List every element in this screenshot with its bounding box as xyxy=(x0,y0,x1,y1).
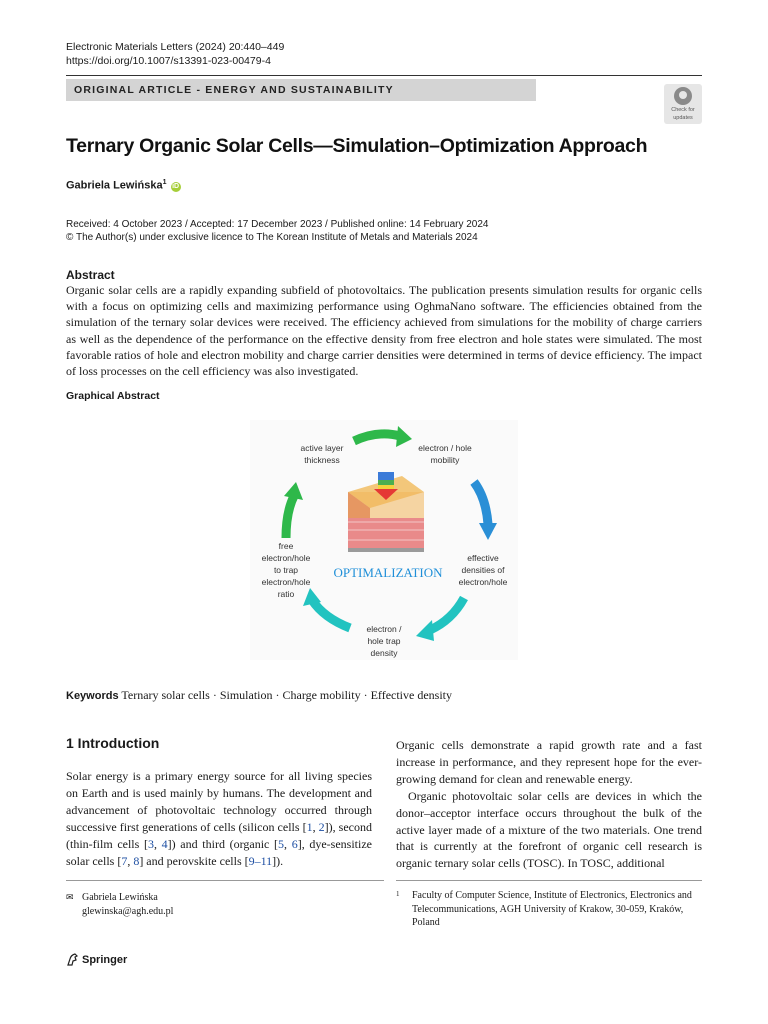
affiliation-note xyxy=(396,889,702,930)
journal-citation: Electronic Materials Letters (2024) 20:440–449 xyxy=(66,41,285,53)
graphical-abstract-heading: Graphical Abstract xyxy=(66,390,160,402)
dates-line: Received: 4 October 2023 / Accepted: 17 December 2023 / Published online: 14 February 2024 xyxy=(66,219,489,230)
article-title: Ternary Organic Solar Cells—Simulation–Optimization Approach xyxy=(66,135,648,157)
label-effective-1: effective xyxy=(467,553,499,563)
footnote-rule-right xyxy=(396,880,702,881)
citation-link[interactable]: 6 xyxy=(291,836,298,851)
label-trap-density-2: hole trap xyxy=(367,636,401,646)
author-affiliation-mark: 1 xyxy=(162,179,167,186)
crossmark-icon xyxy=(674,87,692,105)
citation-link[interactable]: 1 xyxy=(306,819,313,834)
section-heading-introduction: 1 Introduction xyxy=(66,735,160,751)
label-effective-2: densities of xyxy=(461,565,505,575)
affiliation-text: Faculty of Computer Science, Institute of Electronics, Electronics and Telecommunications, AGH University of Krakow, 30-059, Kraków, Poland xyxy=(412,890,692,928)
intro-left-column xyxy=(66,768,372,869)
citation-link[interactable]: 3 xyxy=(147,836,154,851)
citation-link[interactable]: 2 xyxy=(318,819,325,834)
orcid-icon[interactable]: iD xyxy=(172,182,180,190)
check-for-updates-badge[interactable] xyxy=(664,84,702,124)
author-name[interactable]: Gabriela Lewińska xyxy=(66,179,163,192)
light-beam-blue xyxy=(378,472,394,480)
envelope-icon: ✉ xyxy=(66,893,74,903)
label-ratio-3: to trap xyxy=(273,565,299,575)
author-line xyxy=(66,179,181,192)
intro-paragraph-3: Organic photovoltaic solar cells are devices in which the donor–acceptor interface occurs throughout the bulk of the active layer made of a mixture of the two materials. One trend that is currently at the forefront of organic cell research is organic ternary solar cells (TOSC). In TOSC, additional xyxy=(396,788,702,871)
keywords-label: Keywords xyxy=(66,690,119,702)
intro-paragraph-1: Solar energy is a primary energy source for all living species on Earth and is used mainly by humans. The development and advancement of photovoltaic technology occurred through successive first generations of cells (silicon cells [1, 2]), second (thin-film cells [3, 4]) and third (organic [5, 6], dye-sensitize solar cells [7, 8] and perovskite cells [9–11]). xyxy=(66,769,373,868)
device-substrate xyxy=(348,548,424,552)
citation-link[interactable]: 4 xyxy=(161,836,168,851)
intro-paragraph-2: Organic cells demonstrate a rapid growth rate and a fast increase in performance, and they represent hope for the ever-growing demand for clean and renewable energy. xyxy=(396,738,702,786)
citation-link[interactable]: 9–11 xyxy=(248,853,273,868)
footnote-rule-left xyxy=(66,880,384,881)
doi-link[interactable]: https://doi.org/10.1007/s13391-023-00479-4 xyxy=(66,55,271,67)
device-front-face xyxy=(348,518,424,550)
intro-right-column xyxy=(396,737,702,872)
graphical-abstract-figure xyxy=(250,420,518,660)
contact-email[interactable]: glewinska@agh.edu.pl xyxy=(82,906,174,917)
section-banner: ORIGINAL ARTICLE - ENERGY AND SUSTAINABILITY xyxy=(66,79,536,101)
citation-link[interactable]: 8 xyxy=(133,853,140,868)
label-trap-density-1: electron / xyxy=(366,624,402,634)
label-active-layer-2: thickness xyxy=(304,455,340,465)
badge-label-2: updates xyxy=(673,115,693,121)
light-beam-yellow xyxy=(378,485,394,489)
center-label: OPTIMALIZATION xyxy=(333,565,443,580)
label-ratio-1: free xyxy=(278,541,294,551)
keywords-line xyxy=(66,688,452,703)
badge-label-1: Check for xyxy=(671,107,695,113)
label-mobility-1: electron / hole xyxy=(418,443,472,453)
citation-link[interactable]: 7 xyxy=(121,853,128,868)
corresponding-author-note xyxy=(66,891,173,918)
label-active-layer-1: active layer xyxy=(300,443,344,453)
publication-dates xyxy=(66,218,489,244)
abstract-text: Organic solar cells are a rapidly expanding subfield of photovoltaics. The publication presents simulation results for organic cells with a focus on optimizing cells and maximizing performance using OghmaNano software. The efficiencies obtained from the simulation of the ternary solar devices were received. The efficiency achieved from simulations for the mobility of charge carriers as well as the dependence of the performance on the effective density from free electron and hole states were simulated. The most favorable ratios of hole and electron mobility and charge carrier densities were determined in terms of device efficiency. The impact of loss processes on the cell efficiency was also investigated. xyxy=(66,283,702,379)
publisher-logo xyxy=(66,953,127,966)
contact-name: Gabriela Lewińska xyxy=(82,892,158,903)
copyright-line: © The Author(s) under exclusive licence to The Korean Institute of Metals and Materials 2024 xyxy=(66,232,478,243)
label-ratio-4: electron/hole xyxy=(261,577,311,587)
label-ratio-2: electron/hole xyxy=(261,553,311,563)
affiliation-number: 1 xyxy=(396,890,400,898)
label-mobility-2: mobility xyxy=(430,455,460,465)
springer-horse-icon xyxy=(66,953,79,966)
light-beam-green xyxy=(378,480,394,485)
label-ratio-5: ratio xyxy=(277,589,295,599)
citation-link[interactable]: 5 xyxy=(278,836,285,851)
abstract-heading: Abstract xyxy=(66,268,115,282)
keywords-text: Ternary solar cells · Simulation · Charge mobility · Effective density xyxy=(121,688,453,702)
label-effective-3: electron/hole xyxy=(458,577,508,587)
publisher-name: Springer xyxy=(82,954,128,966)
header-rule xyxy=(66,75,702,76)
label-trap-density-3: density xyxy=(370,648,398,658)
